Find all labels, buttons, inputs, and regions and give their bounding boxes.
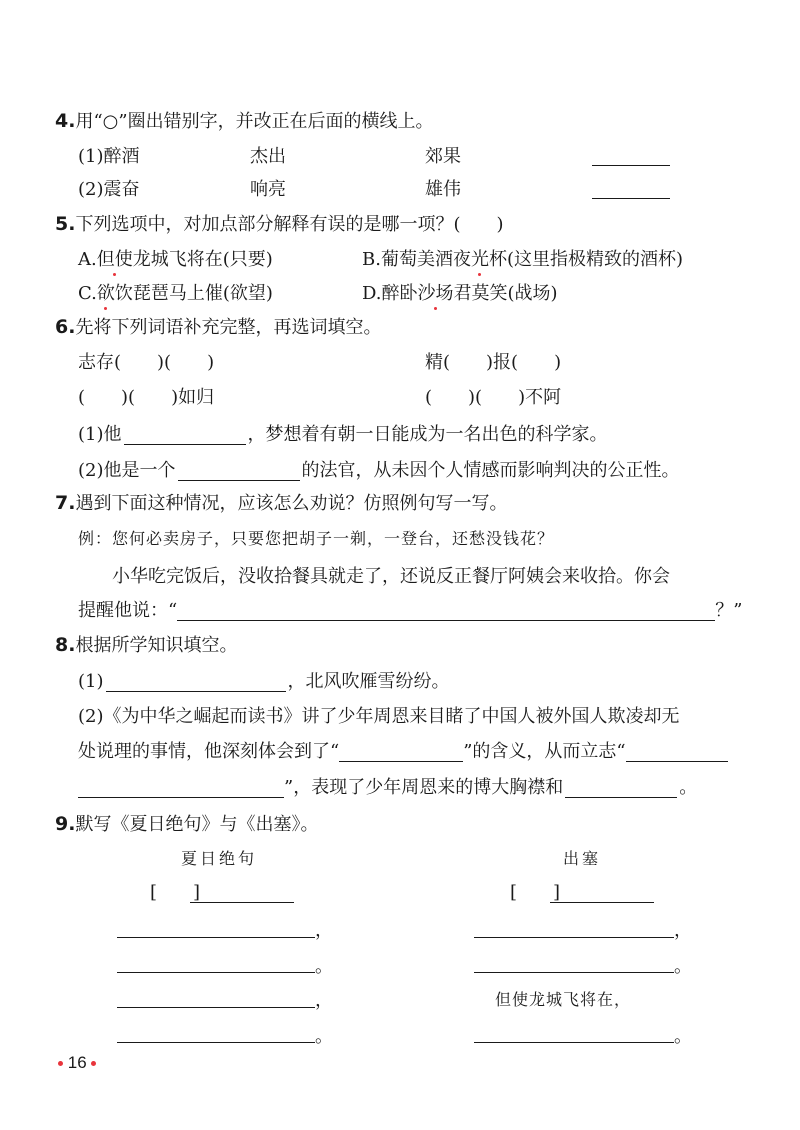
poem-line-left-4[interactable] (117, 1042, 315, 1043)
author-line-left[interactable] (190, 902, 294, 903)
question-number: 9. (55, 813, 76, 835)
page-number: 16 (58, 1054, 96, 1071)
q8-sentence-2-line-1: (2)《为中华之崛起而读书》讲了少年周恩来目睹了中国人被外国人欺凌却无 (78, 706, 680, 727)
dotted-word: 夜光杯 (452, 249, 507, 270)
punct: ， (315, 920, 333, 941)
bullet-dot (91, 1061, 96, 1066)
question-5 (55, 215, 504, 234)
q6-sentence-2: (2)他是一个 的法官，从未因个人情感而影响判决的公正性。 (78, 460, 680, 481)
dotted-word: 沙场 (417, 283, 454, 304)
q5-option-c[interactable]: C.欲饮琵琶马上催(欲望) (78, 283, 273, 304)
blank-line[interactable] (178, 462, 300, 481)
q8-sentence-2-line-2: 处说理的事情，他深刻体会到了“ ”的含义，从而立志“ (78, 743, 728, 762)
question-number: 6. (55, 316, 76, 338)
question-7 (55, 494, 507, 513)
q7-remind: 提醒他说：“ ？” (78, 600, 743, 621)
question-9 (55, 815, 318, 834)
poem-line-left-3[interactable] (117, 1007, 315, 1008)
question-prompt: 下列选项中，对加点部分解释有误的是哪一项？( ) (75, 214, 504, 235)
question-6 (55, 318, 381, 337)
punct: ， (315, 990, 333, 1011)
blank-line[interactable] (626, 743, 728, 762)
author-bracket-left: [ ] (150, 882, 201, 903)
blank-line[interactable] (124, 426, 246, 445)
q7-example: 例：您何必卖房子，只要您把胡子一剃，一登台，还愁没钱花？ (78, 529, 555, 548)
punct: 。 (674, 1026, 692, 1047)
blank-line[interactable] (565, 779, 677, 798)
question-number: 5. (55, 213, 76, 235)
blank-line[interactable] (106, 673, 286, 692)
question-4 (55, 112, 434, 131)
question-prompt: 遇到下面这种情况，应该怎么劝说？仿照例句写一写。 (75, 493, 508, 514)
poem-given-line: 但使龙城飞将在， (495, 990, 632, 1009)
question-number: 7. (55, 492, 76, 514)
author-line-right[interactable] (550, 902, 654, 903)
question-prompt: 用“○”圈出错别字，并改正在后面的横线上。 (75, 111, 434, 132)
blank-line[interactable] (177, 602, 715, 621)
q6-word-3: ( )( )如归 (78, 387, 215, 408)
q4-item-1b: 杰出 (250, 146, 286, 167)
author-bracket-right: [ ] (510, 882, 561, 903)
dotted-word: 但使 (96, 249, 133, 270)
dotted-word: 欲 (96, 283, 115, 304)
poem-line-left-1[interactable] (117, 937, 315, 938)
question-prompt: 根据所学知识填空。 (75, 635, 238, 656)
punct: ， (674, 920, 692, 941)
q7-situation: 小华吃完饭后，没收拾餐具就走了，还说反正餐厅阿姨会来收拾。你会 (112, 566, 670, 587)
q4-answer-line-2[interactable] (592, 198, 670, 199)
q4-item-2c: 雄伟 (425, 179, 461, 200)
q8-sentence-1: (1) ，北风吹雁雪纷纷。 (78, 671, 450, 692)
question-number: 8. (55, 634, 76, 656)
q6-word-1: 志存( )( ) (78, 352, 215, 373)
question-8 (55, 636, 237, 655)
q4-item-1a: (1)醉酒 (78, 146, 140, 167)
poem-title-left: 夏日绝句 (181, 849, 258, 868)
poem-line-right-4[interactable] (474, 1042, 674, 1043)
blank-line[interactable] (339, 743, 463, 762)
q5-option-b[interactable]: B.葡萄美酒夜光杯(这里指极精致的酒杯) (362, 249, 683, 270)
blank-line[interactable] (78, 779, 284, 798)
poem-line-right-1[interactable] (474, 937, 674, 938)
q4-item-1c: 郊果 (425, 146, 461, 167)
punct: 。 (315, 956, 333, 977)
punct: 。 (315, 1026, 333, 1047)
q8-sentence-2-line-3: ”，表现了少年周恩来的博大胸襟和 。 (78, 779, 697, 798)
q6-word-2: 精( )报( ) (425, 352, 562, 373)
bullet-dot (58, 1061, 63, 1066)
q6-word-4: ( )( )不阿 (425, 387, 562, 408)
q6-sentence-1: (1)他 ，梦想着有朝一日能成为一名出色的科学家。 (78, 424, 608, 445)
q4-answer-line-1[interactable] (592, 165, 670, 166)
question-number: 4. (55, 110, 76, 132)
poem-line-right-2[interactable] (474, 972, 674, 973)
q5-option-d[interactable]: D.醉卧沙场君莫笑(战场) (362, 283, 558, 304)
punct: 。 (674, 956, 692, 977)
poem-title-right: 出塞 (563, 849, 602, 868)
q5-option-a[interactable]: A.但使龙城飞将在(只要) (78, 249, 273, 270)
question-prompt: 先将下列词语补充完整，再选词填空。 (75, 317, 382, 338)
question-prompt: 默写《夏日绝句》与《出塞》。 (75, 814, 319, 835)
q4-item-2b: 响亮 (250, 179, 286, 200)
q4-item-2a: (2)震奋 (78, 179, 140, 200)
poem-line-left-2[interactable] (117, 972, 315, 973)
